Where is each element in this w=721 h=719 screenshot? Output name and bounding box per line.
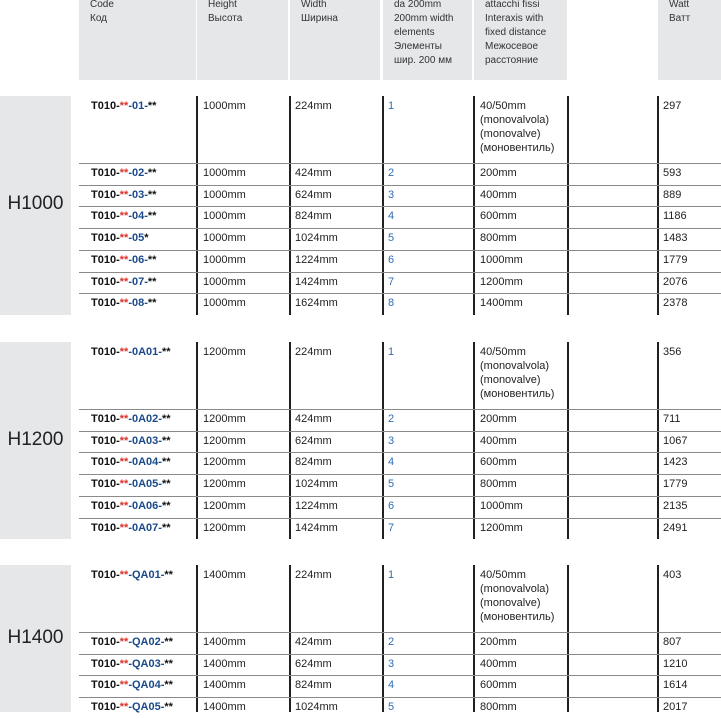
code-prefix: T010- [91, 569, 120, 581]
product-code [91, 678, 173, 692]
interaxis-value: 200mm [480, 167, 517, 179]
code-variant-placeholder: ** [119, 167, 129, 179]
interaxis-value: 40/50mm (monovalvola) (monovalve) (моновентиль) [480, 346, 555, 400]
code-prefix: T010- [91, 499, 120, 512]
code-prefix: T010- [91, 253, 120, 266]
width-value: 1024mm [295, 232, 338, 245]
watt-value: 2135 [663, 499, 688, 512]
width-value: 424mm [295, 636, 332, 648]
watt-value: 1067 [663, 434, 688, 447]
watt-value: 2378 [663, 297, 688, 310]
code-prefix: T010- [91, 456, 120, 469]
product-code [91, 657, 173, 671]
table-row [79, 518, 721, 540]
elements-count: 7 [388, 275, 395, 288]
code-prefix: T010- [91, 679, 120, 692]
code-prefix: T010- [91, 434, 120, 447]
code-variant-placeholder: ** [119, 434, 129, 447]
header-sublabel: Код [90, 13, 108, 24]
watt-value: 1210 [663, 657, 688, 670]
width-value: 1624mm [295, 297, 338, 310]
table-row [79, 654, 721, 676]
code-suffix: ** [161, 413, 171, 425]
product-code [91, 231, 149, 245]
width-value: 224mm [295, 569, 332, 581]
code-variant-placeholder: ** [119, 100, 129, 112]
height-value: 1200mm [203, 478, 246, 491]
header-sublabel: Высота [208, 13, 243, 24]
product-code [91, 477, 171, 491]
code-suffix: ** [147, 100, 157, 112]
code-model: -0A02- [128, 413, 162, 425]
watt-value: 1614 [663, 679, 688, 692]
header-label: da 200mm [394, 0, 442, 10]
code-variant-placeholder: ** [119, 188, 129, 201]
watt-value: 2017 [663, 701, 688, 714]
code-prefix: T010- [91, 478, 120, 491]
code-model: -01- [128, 100, 148, 112]
elements-count: 4 [388, 456, 395, 469]
table-row [79, 342, 721, 409]
code-model: -QA02- [128, 636, 165, 648]
product-code [91, 275, 156, 289]
height-value: 1200mm [203, 434, 246, 447]
code-model: -02- [128, 167, 148, 179]
interaxis-value: 800mm [480, 232, 517, 245]
watt-value: 711 [663, 413, 681, 425]
interaxis-value: 1000mm [480, 253, 523, 266]
code-model: -QA03- [128, 657, 165, 670]
interaxis-value: 40/50mm (monovalvola) (monovalve) (моновентиль) [480, 569, 555, 623]
code-variant-placeholder: ** [119, 253, 129, 266]
interaxis-value: 40/50mm (monovalvola) (monovalve) (моновентиль) [480, 100, 555, 154]
header-cell [197, 0, 288, 80]
width-value: 824mm [295, 210, 332, 223]
table-row [79, 409, 721, 431]
interaxis-value: 400mm [480, 434, 517, 447]
code-prefix: T010- [91, 232, 120, 245]
width-value: 624mm [295, 434, 332, 447]
code-variant-placeholder: ** [119, 679, 129, 692]
code-prefix: T010- [91, 210, 120, 223]
height-value: 1400mm [203, 569, 246, 581]
table-row [79, 431, 721, 453]
height-value: 1000mm [203, 275, 246, 288]
code-variant-placeholder: ** [119, 210, 129, 223]
header-sublabel: Interaxis with fixed distance Межосевое расстояние [485, 13, 547, 66]
code-suffix: ** [164, 701, 173, 714]
code-variant-placeholder: ** [119, 456, 129, 469]
code-variant-placeholder: ** [119, 569, 129, 581]
code-prefix: T010- [91, 297, 120, 310]
elements-count: 1 [388, 100, 395, 112]
code-model: -03- [128, 188, 148, 201]
code-suffix: ** [164, 636, 173, 648]
table-row [79, 228, 721, 250]
code-variant-placeholder: ** [119, 478, 129, 491]
height-value: 1000mm [203, 100, 246, 112]
header-sublabel: Ширина [301, 13, 338, 24]
table-row [79, 96, 721, 163]
table-row [79, 632, 721, 654]
table-row [79, 185, 721, 207]
header-sublabel: 200mm width elements Элементы шир. 200 мм [394, 13, 454, 66]
code-suffix: ** [147, 275, 157, 288]
height-value: 1000mm [203, 253, 246, 266]
width-value: 224mm [295, 346, 332, 358]
elements-count: 1 [388, 346, 395, 358]
height-value: 1400mm [203, 701, 246, 714]
code-suffix: ** [147, 210, 157, 223]
code-variant-placeholder: ** [119, 232, 129, 245]
product-code [91, 345, 171, 359]
interaxis-value: 400mm [480, 657, 517, 670]
code-prefix: T010- [91, 346, 120, 358]
product-code [91, 434, 171, 448]
watt-value: 2076 [663, 275, 688, 288]
interaxis-value: 600mm [480, 456, 517, 469]
code-variant-placeholder: ** [119, 521, 129, 534]
interaxis-value: 600mm [480, 679, 517, 692]
table-row [79, 697, 721, 719]
code-model: -0A07- [128, 521, 162, 534]
header-label: Watt [669, 0, 690, 10]
product-code [91, 253, 156, 267]
code-prefix: T010- [91, 100, 120, 112]
elements-count: 5 [388, 701, 395, 714]
code-model: -QA05- [128, 701, 165, 714]
product-code [91, 499, 171, 513]
watt-value: 807 [663, 636, 682, 648]
height-value: 1400mm [203, 679, 246, 692]
elements-count: 2 [388, 636, 395, 648]
header-label: Width [301, 0, 327, 10]
watt-value: 356 [663, 346, 682, 358]
height-value: 1200mm [203, 521, 246, 534]
code-model: -0A04- [128, 456, 162, 469]
width-value: 1224mm [295, 253, 338, 266]
height-value: 1000mm [203, 188, 246, 201]
code-model: -08- [128, 297, 148, 310]
watt-value: 2491 [663, 521, 688, 534]
height-value: 1200mm [203, 499, 246, 512]
code-variant-placeholder: ** [119, 701, 129, 714]
table-row [79, 163, 721, 185]
watt-value: 1423 [663, 456, 688, 469]
code-suffix: ** [161, 346, 171, 358]
code-suffix: ** [161, 478, 171, 491]
interaxis-value: 800mm [480, 701, 517, 714]
watt-value: 889 [663, 188, 682, 201]
elements-count: 4 [388, 210, 395, 223]
elements-count: 3 [388, 657, 395, 670]
elements-count: 4 [388, 679, 395, 692]
header-label: Code [90, 0, 114, 10]
watt-value: 1186 [663, 210, 687, 223]
height-value: 1000mm [203, 210, 246, 223]
width-value: 1424mm [295, 521, 338, 534]
width-value: 624mm [295, 657, 332, 670]
width-value: 424mm [295, 413, 332, 425]
elements-count: 1 [388, 569, 395, 581]
elements-count: 6 [388, 499, 395, 512]
height-value: 1000mm [203, 167, 246, 179]
code-prefix: T010- [91, 275, 120, 288]
code-model: -0A01- [128, 346, 162, 358]
watt-value: 297 [663, 100, 682, 112]
table-row [79, 565, 721, 632]
table-row [79, 452, 721, 474]
code-suffix: ** [147, 188, 157, 201]
table-row [79, 250, 721, 272]
interaxis-value: 800mm [480, 478, 517, 491]
table-row [79, 496, 721, 518]
product-code [91, 568, 173, 582]
product-code [91, 296, 156, 310]
width-value: 224mm [295, 100, 332, 112]
elements-count: 6 [388, 253, 395, 266]
interaxis-value: 1400mm [480, 297, 523, 310]
header-label: attacchi fissi [485, 0, 540, 10]
height-value: 1400mm [203, 636, 246, 648]
width-value: 1024mm [295, 701, 338, 714]
elements-count: 3 [388, 434, 395, 447]
interaxis-value: 1200mm [480, 521, 523, 534]
code-prefix: T010- [91, 413, 120, 425]
product-code [91, 635, 173, 649]
product-code [91, 455, 171, 469]
width-value: 1424mm [295, 275, 338, 288]
elements-count: 2 [388, 167, 395, 179]
width-value: 1224mm [295, 499, 338, 512]
product-code [91, 521, 171, 535]
table-row [79, 272, 721, 294]
code-model: -0A05- [128, 478, 162, 491]
product-code [91, 188, 156, 202]
height-value: 1400mm [203, 657, 246, 670]
watt-value: 1779 [663, 478, 688, 491]
height-value: 1000mm [203, 297, 246, 310]
code-model: -0A03- [128, 434, 162, 447]
code-model: -QA04- [128, 679, 165, 692]
table-row [79, 675, 721, 697]
code-suffix: ** [147, 253, 157, 266]
elements-count: 8 [388, 297, 395, 310]
code-model: -0A06- [128, 499, 162, 512]
elements-count: 7 [388, 521, 395, 534]
watt-value: 593 [663, 167, 682, 179]
product-code [91, 209, 156, 223]
watt-value: 1779 [663, 253, 688, 266]
elements-count: 2 [388, 413, 395, 425]
code-model: -QA01- [128, 569, 165, 581]
height-group-label: H1400 [7, 626, 64, 648]
elements-count: 3 [388, 188, 395, 201]
code-variant-placeholder: ** [119, 297, 129, 310]
interaxis-value: 600mm [480, 210, 517, 223]
code-suffix: ** [161, 434, 171, 447]
width-value: 824mm [295, 679, 332, 692]
code-prefix: T010- [91, 521, 120, 534]
code-model: -07- [128, 275, 148, 288]
height-value: 1200mm [203, 346, 246, 358]
height-group-label: H1200 [7, 428, 64, 450]
height-value: 1200mm [203, 413, 246, 425]
code-prefix: T010- [91, 636, 120, 648]
width-value: 824mm [295, 456, 332, 469]
interaxis-value: 400mm [480, 188, 517, 201]
code-model: -04- [128, 210, 148, 223]
width-value: 424mm [295, 167, 332, 179]
header-cell [474, 0, 567, 80]
code-variant-placeholder: ** [119, 657, 129, 670]
code-prefix: T010- [91, 701, 120, 714]
product-code [91, 412, 171, 426]
header-cell [658, 0, 721, 80]
code-suffix: ** [164, 569, 173, 581]
interaxis-value: 1000mm [480, 499, 523, 512]
code-variant-placeholder: ** [119, 275, 129, 288]
code-suffix: ** [147, 297, 157, 310]
code-prefix: T010- [91, 167, 120, 179]
code-variant-placeholder: ** [119, 499, 129, 512]
code-suffix: * [144, 232, 149, 245]
product-code [91, 99, 156, 113]
elements-count: 5 [388, 232, 395, 245]
code-model: -06- [128, 253, 148, 266]
product-code [91, 166, 156, 180]
height-group-label: H1000 [7, 193, 64, 215]
table-row [79, 293, 721, 315]
code-prefix: T010- [91, 188, 120, 201]
header-cell [290, 0, 380, 80]
code-model: -05 [128, 232, 145, 245]
table-row [79, 206, 721, 228]
elements-count: 5 [388, 478, 395, 491]
watt-value: 1483 [663, 232, 688, 245]
width-value: 624mm [295, 188, 332, 201]
code-suffix: ** [161, 499, 171, 512]
interaxis-value: 200mm [480, 636, 517, 648]
header-label: Height [208, 0, 237, 10]
table-row [79, 474, 721, 496]
height-value: 1200mm [203, 456, 246, 469]
code-suffix: ** [164, 679, 173, 692]
height-value: 1000mm [203, 232, 246, 245]
code-variant-placeholder: ** [119, 413, 129, 425]
header-cell [79, 0, 196, 80]
code-suffix: ** [161, 456, 171, 469]
code-variant-placeholder: ** [119, 636, 129, 648]
header-cell [383, 0, 472, 80]
watt-value: 403 [663, 569, 682, 581]
code-variant-placeholder: ** [119, 346, 129, 358]
code-prefix: T010- [91, 657, 120, 670]
code-suffix: ** [161, 521, 171, 534]
header-sublabel: Ватт [669, 13, 691, 24]
code-suffix: ** [147, 167, 157, 179]
interaxis-value: 200mm [480, 413, 517, 425]
interaxis-value: 1200mm [480, 275, 523, 288]
code-suffix: ** [164, 657, 173, 670]
width-value: 1024mm [295, 478, 338, 491]
